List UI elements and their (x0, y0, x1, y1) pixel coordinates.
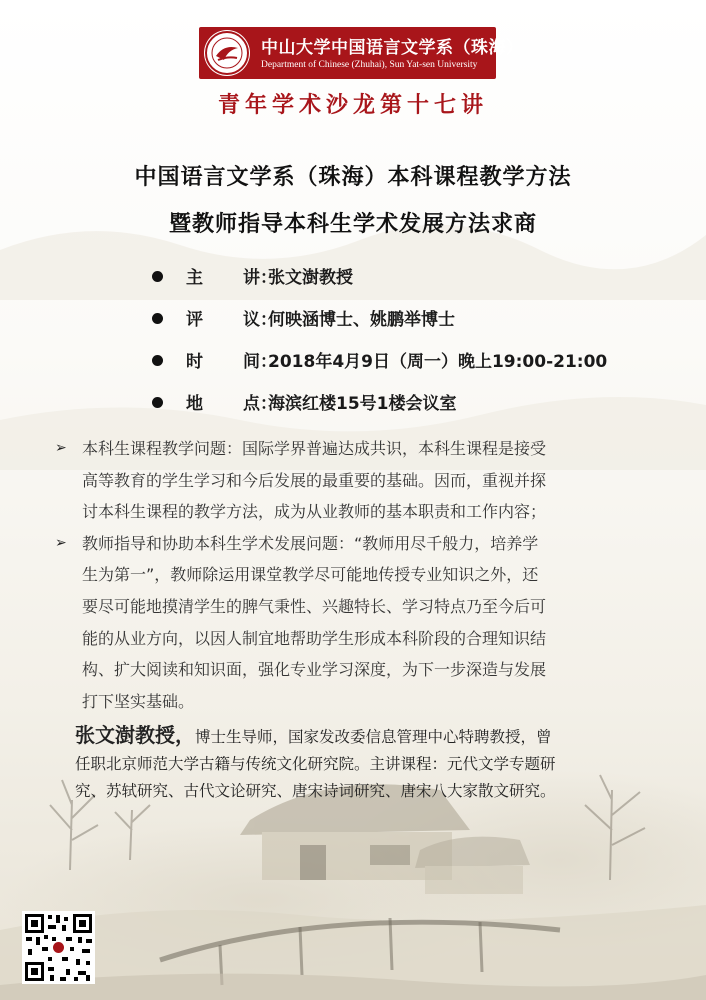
bio-line-3: 究、苏轼研究、古代文论研究、唐宋诗词研究、唐宋八大家散文研究。 (75, 782, 556, 800)
info-item-time (152, 350, 672, 392)
event-info-list (152, 266, 672, 434)
info-value-time: 2018年4月9日（周一）晚上19:00-21:00 (268, 352, 608, 372)
speaker-bio (75, 722, 675, 805)
bullet-dot-icon (152, 271, 163, 282)
info-value-reviewers: 何映涵博士、姚鹏举博士 (268, 310, 455, 330)
bullet-dot-icon (152, 313, 163, 324)
bullet-dot-icon (152, 397, 163, 408)
info-label: 评 议： (186, 310, 277, 330)
paragraph-line: 打下坚实基础。 (82, 691, 195, 711)
paragraph-line: 高等教育的学生学习和今后发展的最重要的基础。因而，重视并探 (82, 470, 547, 490)
bio-speaker-name: 张文澍教授， (75, 723, 195, 747)
info-item-location (152, 392, 672, 434)
description-body (55, 433, 675, 717)
arrow-bullet-icon: ➢ (55, 534, 67, 551)
paragraph-course-teaching (55, 433, 675, 528)
paragraph-student-guidance (55, 528, 675, 718)
paragraph-line: 能的从业方向，以因人制宜地帮助学生形成本科阶段的合理知识结 (82, 628, 547, 648)
paragraph-line: 要尽可能地摸清学生的脾气秉性、兴趣特长、学习特点乃至今后可 (82, 596, 547, 616)
paragraph-line: 本科生课程教学问题：国际学界普遍达成共识，本科生课程是接受 (82, 439, 547, 458)
info-item-reviewers (152, 308, 672, 350)
info-label: 时 间： (186, 352, 277, 372)
paragraph-line: 生为第一”，教师除运用课堂教学尽可能地传授专业知识之外，还 (82, 565, 539, 585)
university-emblem-icon (204, 30, 250, 76)
paragraph-line: 讨本科生课程的教学方法，成为从业教师的基本职责和工作内容； (82, 502, 547, 522)
info-value-location: 海滨红楼15号1楼会议室 (268, 394, 457, 414)
info-label: 地 点： (186, 394, 277, 414)
info-label: 主 讲： (186, 268, 277, 288)
main-title-line-1: 中国语言文学系（珠海）本科课程教学方法 (134, 165, 572, 190)
logo-chinese-name: 中山大学中国语言文学系（珠海） (261, 38, 524, 58)
arrow-bullet-icon: ➢ (55, 440, 67, 456)
paragraph-line: 构、扩大阅读和知识面，强化专业学习深度，为下一步深造与发展 (82, 660, 547, 680)
info-item-speaker (152, 266, 672, 308)
main-title-line-2: 暨教师指导本科生学术发展方法求商 (168, 212, 537, 237)
info-value-speaker: 张文澍教授 (268, 268, 353, 288)
logo-english-name: Department of Chinese (Zhuhai), Sun Yat-sen University (261, 60, 478, 70)
qr-code-icon (22, 911, 95, 984)
bullet-dot-icon (152, 355, 163, 366)
salon-series-title: 青年学术沙龙第十七讲 (217, 92, 488, 118)
university-logo-banner (199, 27, 524, 79)
bio-line-1: 博士生导师，国家发改委信息管理中心特聘教授，曾 (195, 728, 552, 746)
paragraph-line: 教师指导和协助本科生学术发展问题：“教师用尽千般力，培养学 (82, 533, 539, 553)
bio-line-2: 任职北京师范大学古籍与传统文化研究院。主讲课程：元代文学专题研 (75, 755, 556, 773)
